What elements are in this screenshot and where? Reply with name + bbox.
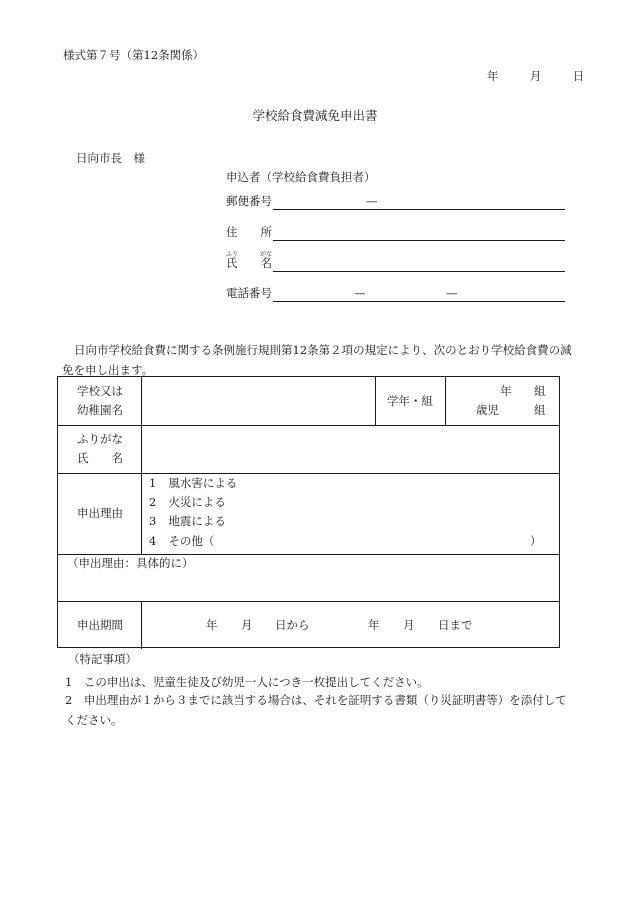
- student-name-label: 氏 名: [77, 451, 123, 465]
- col-divider: [141, 473, 142, 554]
- reason-number: 1: [149, 476, 157, 490]
- phone-label: 電話番号: [226, 286, 272, 300]
- application-table: [57, 376, 560, 648]
- grade-class-unit: 組: [534, 384, 546, 398]
- note-item-1: 1 この申出は、児童生徒及び幼児一人につき一枚提出してください。: [65, 675, 429, 689]
- period-to-month: 月: [403, 618, 415, 632]
- reason-text: その他（: [168, 534, 215, 548]
- phone-dash-2: —: [446, 286, 458, 300]
- phone-line: [273, 301, 565, 302]
- student-name-input[interactable]: [146, 429, 554, 469]
- period-from-year: 年: [206, 618, 218, 632]
- period-label: 申出期間: [77, 618, 123, 632]
- reason-option-2[interactable]: [149, 497, 226, 509]
- note-item-2: 2 申出理由が１から３までに該当する場合は、それを証明する書類（り災証明書等）を添付してください。: [65, 693, 567, 727]
- date-line: [487, 71, 584, 83]
- period-to-year: 年: [368, 618, 380, 632]
- row-divider: [58, 601, 559, 602]
- grade-year-label: 年: [500, 384, 512, 398]
- age-class-unit: 組: [534, 403, 546, 417]
- statement-text: 日向市学校給食費に関する条例施行規則第12条第２項の規定により、次のとおり学校給食費の減免を申し出ます。: [62, 343, 572, 377]
- reason-text: 火災による: [168, 495, 226, 509]
- row-divider: [58, 473, 559, 474]
- form-number: 様式第７号（第12条関係）: [63, 48, 205, 62]
- school-label-2: 幼稚園名: [77, 403, 123, 417]
- date-month-label: 月: [529, 69, 542, 83]
- col-divider: [445, 377, 446, 425]
- row-divider: [58, 554, 559, 555]
- period-to-day: 日まで: [438, 618, 473, 632]
- col-divider: [375, 377, 376, 425]
- grade-class-label: 学年・組: [387, 394, 433, 408]
- name-line: [273, 271, 565, 272]
- reason-option-3[interactable]: [149, 516, 226, 528]
- name-ruby-1: ふり: [226, 251, 239, 258]
- reason-text: 地震による: [168, 514, 226, 528]
- period-from-month: 月: [241, 618, 253, 632]
- date-year-label: 年: [487, 69, 499, 83]
- postal-code-line: [273, 209, 565, 210]
- specific-reason-input[interactable]: [67, 575, 551, 597]
- address-label: 住 所: [226, 225, 272, 239]
- col-divider: [141, 601, 142, 649]
- reason-option-1[interactable]: [149, 478, 237, 490]
- row-divider: [58, 425, 559, 426]
- notes-heading: （特記事項）: [68, 652, 137, 666]
- reason-number: 3: [149, 514, 157, 528]
- document-title: 学校給食費減免申出書: [252, 108, 378, 123]
- date-day-label: 日: [572, 69, 585, 83]
- reason-text: 風水害による: [168, 476, 238, 490]
- reason-label: 申出理由: [77, 506, 123, 520]
- name-ruby-2: がな: [260, 251, 273, 258]
- period-from-day: 日から: [275, 618, 310, 632]
- reason-number: 4: [149, 534, 157, 548]
- reason-number: 2: [149, 495, 157, 509]
- school-label-1: 学校又は: [77, 384, 123, 398]
- specific-reason-label: （申出理由：具体的に）: [67, 556, 194, 570]
- applicant-heading: 申込者（学校給食費負担者）: [226, 170, 376, 184]
- col-divider: [141, 377, 142, 473]
- furigana-label: ふりがな: [77, 432, 123, 446]
- phone-dash-1: —: [354, 286, 366, 300]
- addressee: 日向市長 様: [76, 151, 145, 165]
- postal-code-dash: —: [366, 194, 378, 208]
- reason-close-paren: ）: [530, 534, 542, 548]
- age-label: 歳児: [476, 403, 499, 417]
- name-label: 氏 名: [226, 256, 272, 270]
- postal-code-label: 郵便番号: [226, 194, 272, 208]
- reason-option-4[interactable]: [149, 536, 214, 548]
- school-name-input[interactable]: [146, 383, 370, 419]
- address-line: [273, 240, 565, 241]
